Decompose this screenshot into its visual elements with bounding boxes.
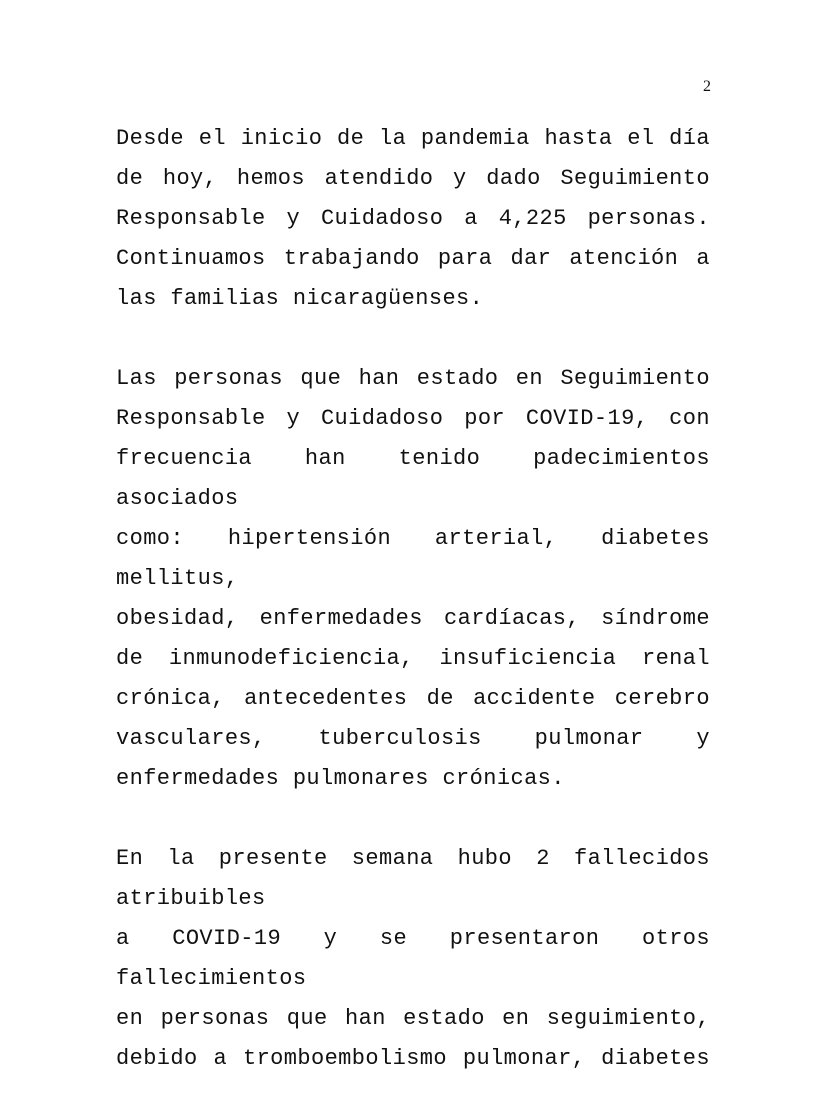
text-line: frecuencia han tenido padecimientos asociados [116, 446, 710, 511]
paragraph-associated-conditions [116, 359, 710, 799]
page-number: 2 [703, 78, 711, 95]
text-line: Desde el inicio de la pandemia hasta el día [116, 126, 710, 151]
text-line: Las personas que han estado en Seguimiento [116, 366, 710, 391]
text-line: En la presente semana hubo 2 fallecidos atribuibles [116, 846, 710, 911]
text-line: de inmunodeficiencia, insuficiencia renal [116, 646, 710, 671]
paragraph-weekly-deaths [116, 839, 710, 1079]
text-line: debido a tromboembolismo pulmonar, diabetes [116, 1046, 710, 1071]
text-line: Responsable y Cuidadoso por COVID-19, con [116, 406, 710, 431]
text-line: Continuamos trabajando para dar atención a [116, 246, 710, 271]
text-line: obesidad, enfermedades cardíacas, síndrome [116, 606, 710, 631]
text-line: en personas que han estado en seguimiento, [116, 1006, 710, 1031]
text-line: las familias nicaragüenses. [116, 286, 484, 311]
text-line: vasculares, tuberculosis pulmonar y [116, 726, 710, 751]
text-line: como: hipertensión arterial, diabetes mellitus, [116, 526, 710, 591]
text-line: crónica, antecedentes de accidente cerebro [116, 686, 710, 711]
text-line: enfermedades pulmonares crónicas. [116, 766, 565, 791]
paragraph-followup-total [116, 119, 710, 319]
document-body [116, 119, 710, 1119]
text-line: Responsable y Cuidadoso a 4,225 personas. [116, 206, 710, 231]
text-line: de hoy, hemos atendido y dado Seguimiento [116, 166, 710, 191]
text-line: a COVID-19 y se presentaron otros fallecimientos [116, 926, 710, 991]
